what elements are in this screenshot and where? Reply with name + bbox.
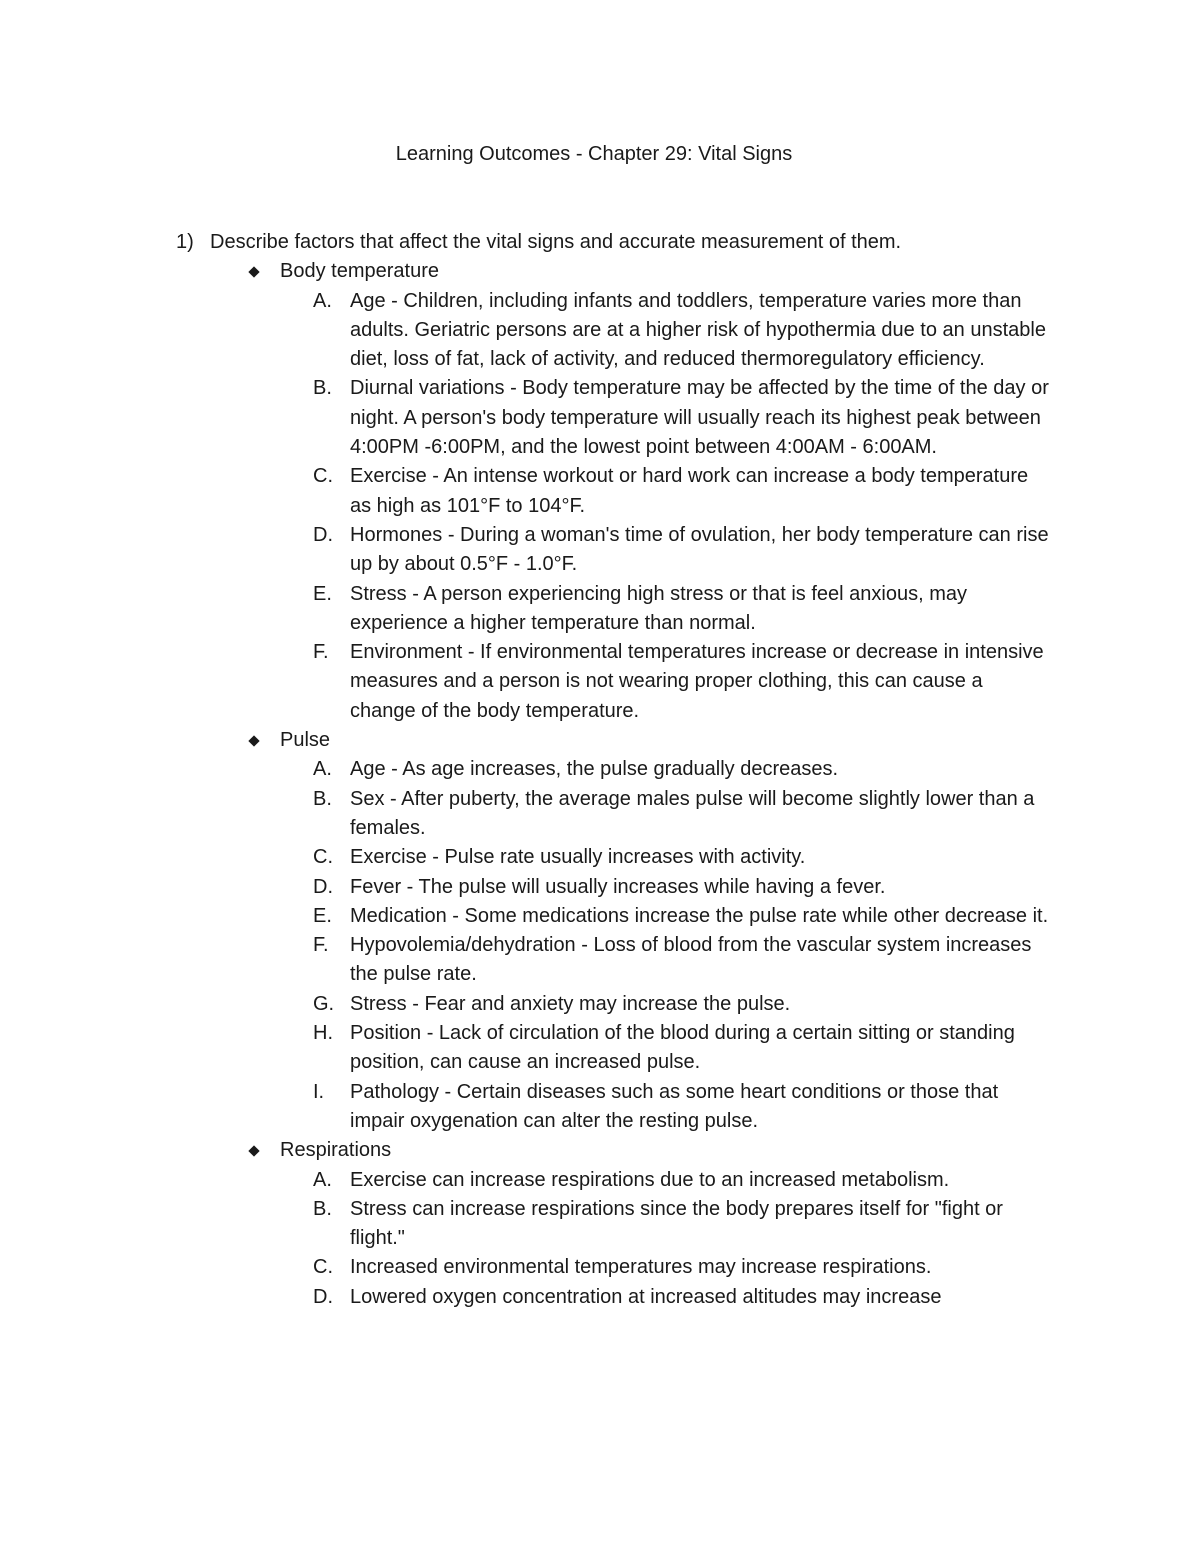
item-letter: G. (313, 992, 335, 1015)
item-text: Medication - Some medications increase the pulse rate while other decrease it. (350, 904, 1049, 927)
section-heading: Pulse (280, 729, 331, 752)
item-letter: E. (313, 904, 332, 927)
item-text: Exercise - Pulse rate usually increases with activity. (350, 846, 806, 869)
item-text: Hormones - During a woman's time of ovulation, her body temperature can rise up by about 0.5°F - 1.0°F. (350, 523, 1049, 576)
item-text: Hypovolemia/dehydration - Loss of blood from the vascular system increases the pulse rate. (350, 934, 1032, 986)
list-item (176, 1283, 1076, 1312)
section-heading: Respirations (280, 1139, 392, 1162)
list-item (176, 785, 1076, 844)
item-letter: B. (313, 787, 332, 810)
item-text: Position - Lack of circulation of the blood during a certain sitting or standing position, can cause an increased pulse. (350, 1022, 1015, 1074)
item-letter: F. (313, 934, 329, 957)
item-text: Sex - After puberty, the average males pulse will become slightly lower than a females. (350, 787, 1035, 839)
section-pulse (176, 726, 1076, 1136)
list-item (176, 931, 1076, 990)
outcome-heading (176, 228, 1076, 257)
section-respirations (176, 1136, 1076, 1312)
item-letter: A. (313, 1168, 332, 1191)
item-letter: C. (313, 846, 333, 869)
list-item (176, 755, 1076, 784)
item-letter: E. (313, 582, 332, 605)
outcome-text: Describe factors that affect the vital signs and accurate measurement of them. (210, 231, 902, 253)
item-letter: C. (313, 465, 333, 488)
list-item (176, 521, 1076, 580)
learning-outcome-1 (176, 228, 1076, 1312)
item-text: Diurnal variations - Body temperature may be affected by the time of the day or night. A person's body temperature will usually reach its highest peak between 4:00PM -6:00PM, and the lowest point between 4:00AM - 6:00AM. (350, 377, 1049, 459)
item-letter: I. (313, 1080, 325, 1103)
list-item (176, 462, 1076, 521)
list-item (176, 1253, 1076, 1282)
item-text: Stress - A person experiencing high stress or that is feel anxious, may experience a higher temperature than normal. (350, 582, 967, 634)
list-item (176, 1078, 1076, 1137)
list-item (176, 902, 1076, 931)
item-letter: H. (313, 1022, 333, 1045)
diamond-bullet-icon (248, 1146, 259, 1157)
list-item (176, 638, 1076, 726)
page-title: Learning Outcomes - Chapter 29: Vital Signs (395, 143, 793, 165)
list-item (176, 580, 1076, 639)
item-letter: F. (313, 641, 329, 664)
item-letter: B. (313, 1197, 332, 1220)
item-letter: A. (313, 758, 332, 781)
item-letter: D. (313, 1285, 333, 1308)
item-text: Exercise can increase respirations due to an increased metabolism. (350, 1168, 950, 1191)
item-letter: A. (313, 289, 332, 312)
list-item (176, 873, 1076, 902)
item-text: Age - As age increases, the pulse gradually decreases. (350, 758, 839, 781)
list-item (176, 1195, 1076, 1254)
factor-list (280, 1166, 1076, 1312)
list-item (176, 374, 1076, 462)
item-text: Stress can increase respirations since the body prepares itself for "fight or flight." (350, 1197, 1003, 1250)
item-letter: D. (313, 523, 333, 546)
item-letter: D. (313, 875, 333, 898)
diamond-bullet-icon (248, 267, 259, 278)
factor-list (280, 755, 1076, 1136)
list-item (176, 1166, 1076, 1195)
item-text: Lowered oxygen concentration at increased altitudes may increase (350, 1285, 942, 1308)
item-text: Exercise - An intense workout or hard work can increase a body temperature as high as 101°F to 104°F. (350, 465, 1029, 517)
list-item (176, 990, 1076, 1019)
item-text: Fever - The pulse will usually increases while having a fever. (350, 875, 886, 898)
outcome-number: 1) (176, 231, 194, 253)
list-item (176, 843, 1076, 872)
factor-list (280, 287, 1076, 726)
section-body-temperature (176, 257, 1076, 726)
item-text: Pathology - Certain diseases such as some heart conditions or those that impair oxygenation can alter the resting pulse. (350, 1080, 999, 1132)
list-item (176, 1019, 1076, 1078)
list-item (176, 287, 1076, 375)
section-heading: Body temperature (280, 260, 439, 283)
item-text: Stress - Fear and anxiety may increase the pulse. (350, 992, 791, 1015)
item-text: Age - Children, including infants and toddlers, temperature varies more than adults. Geriatric persons are at a higher risk of hypothermia due to an unstable diet, loss of fat, lack of activity, and reduced thermoregulatory efficiency. (350, 289, 1046, 371)
item-letter: C. (313, 1256, 333, 1279)
diamond-bullet-icon (248, 735, 259, 746)
item-text: Increased environmental temperatures may increase respirations. (350, 1256, 932, 1279)
item-letter: B. (313, 377, 332, 400)
item-text: Environment - If environmental temperatures increase or decrease in intensive measures and a person is not wearing proper clothing, this can cause a change of the body temperature. (350, 641, 1044, 722)
